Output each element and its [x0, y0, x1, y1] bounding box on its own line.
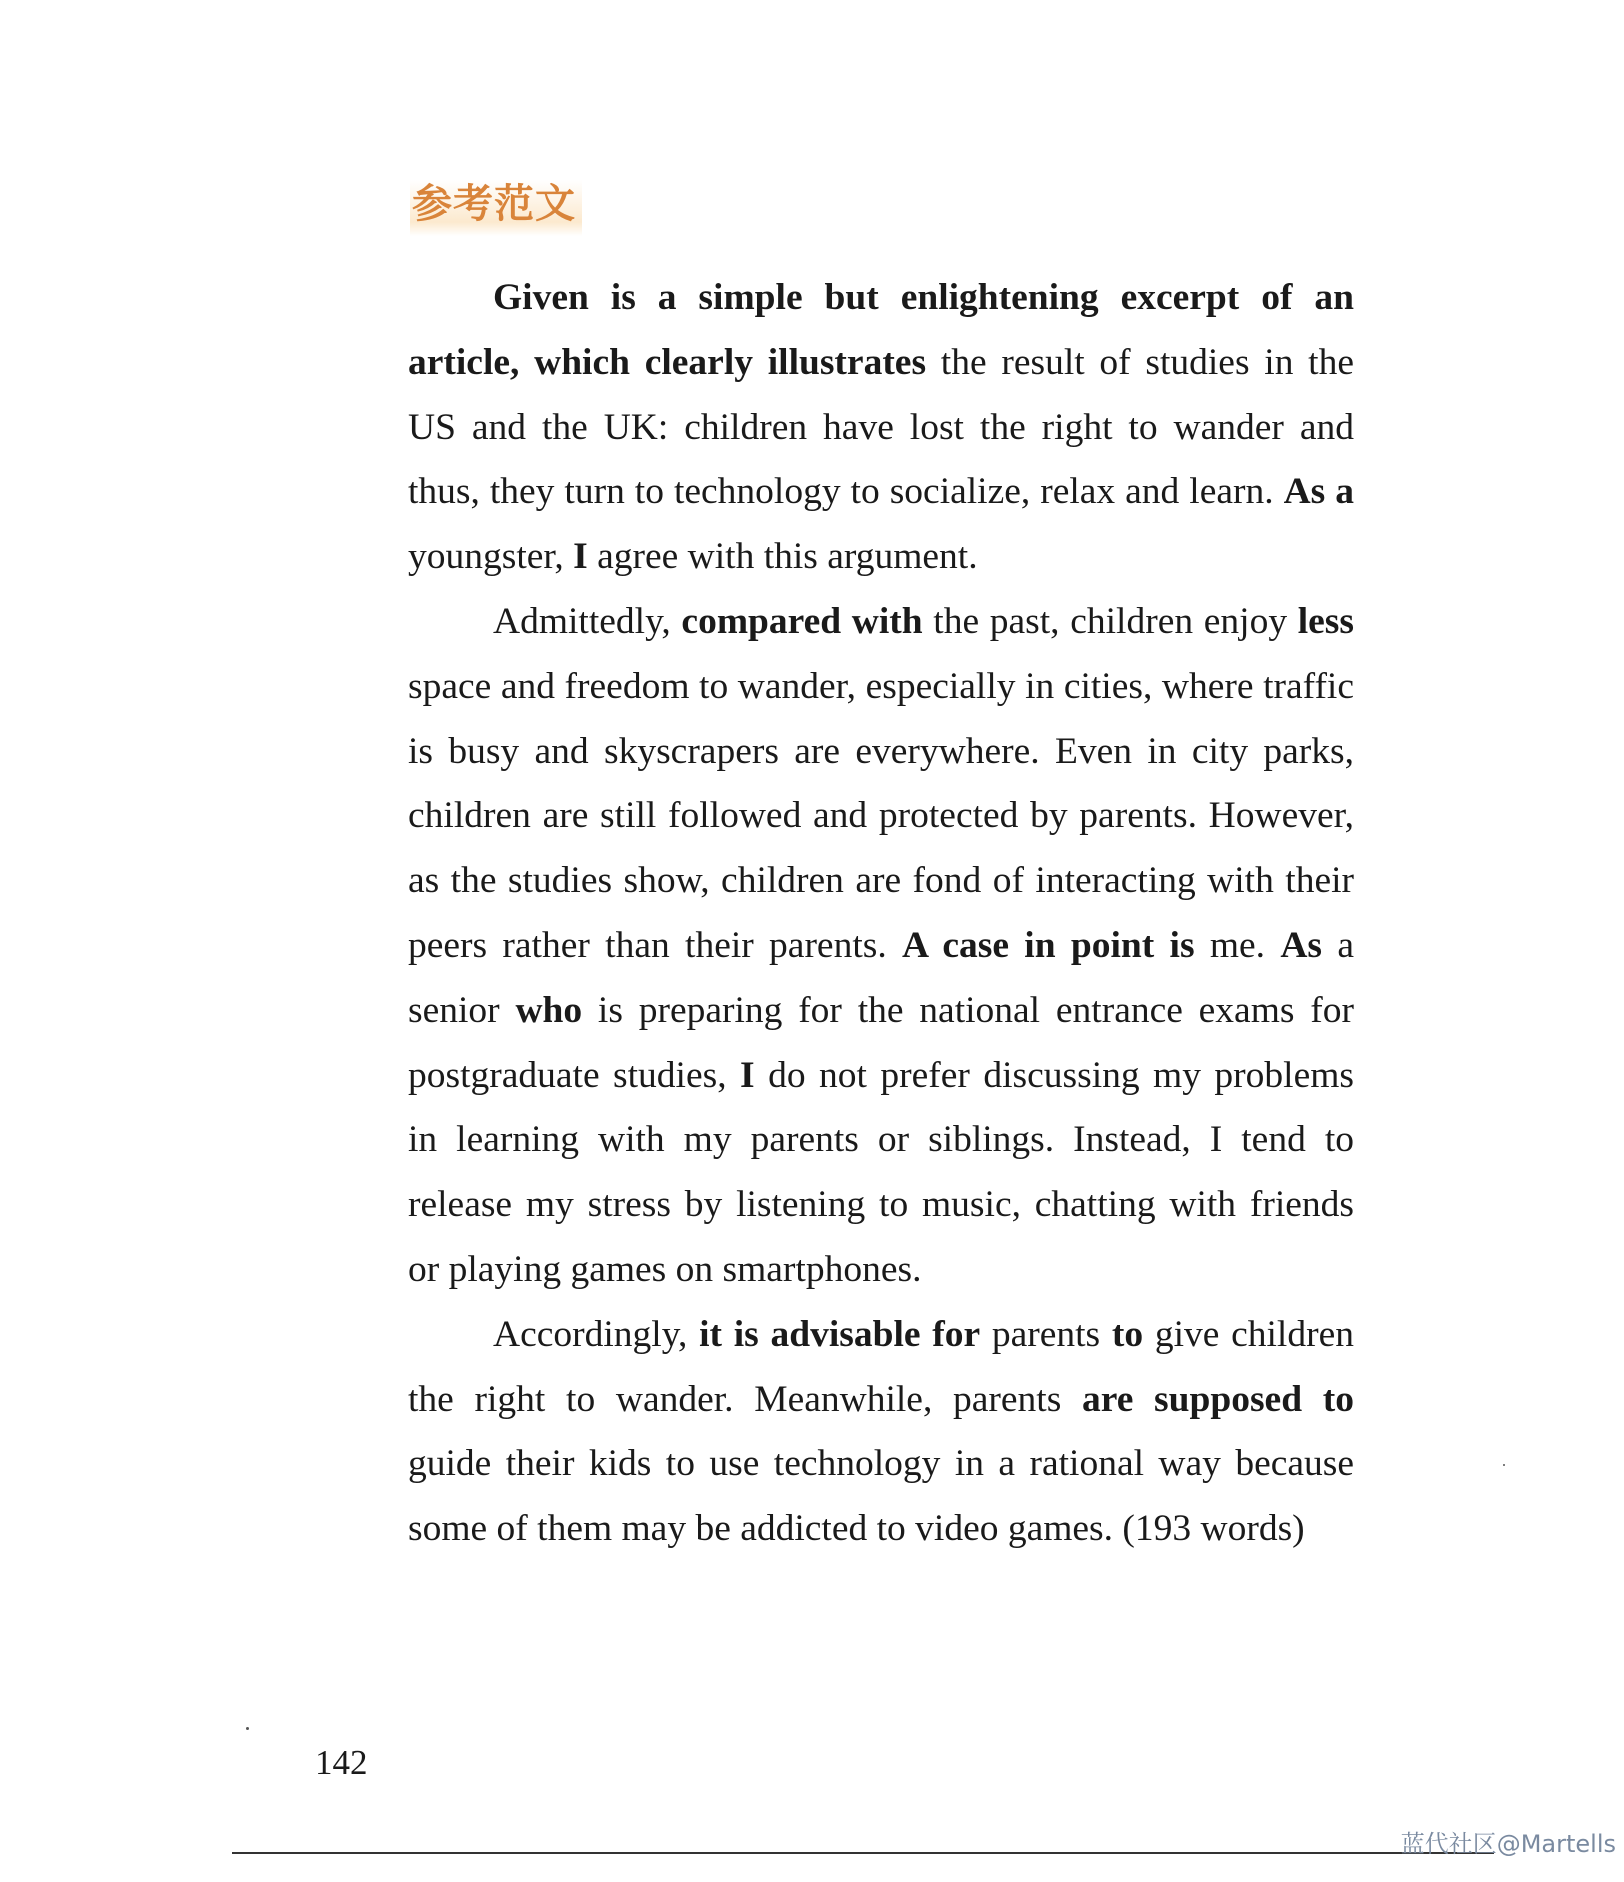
bold-phrase: As a	[1283, 471, 1354, 513]
watermark: 蓝代社区@Martells	[1400, 1830, 1616, 1858]
section-heading: 参考范文	[410, 180, 582, 236]
bottom-rule	[232, 1852, 1494, 1854]
text-run: agree with this argument.	[587, 536, 978, 578]
text-run: youngster,	[408, 536, 574, 578]
essay-paragraph-2	[408, 590, 1354, 1303]
bold-phrase: it is advisable for	[699, 1313, 981, 1355]
bold-phrase: are supposed to	[1082, 1378, 1354, 1420]
text-run: the result of studies in the US and the UK: children have lost the right to wander and thus, they turn to technology to socialize, relax and learn.	[408, 341, 1354, 513]
bold-phrase: As	[1280, 924, 1323, 966]
bold-phrase: I	[740, 1054, 755, 1096]
text-run: give children the right to wander. Meanwhile, parents	[408, 1313, 1354, 1420]
text-run: Admittedly,	[493, 600, 682, 642]
essay-paragraph-1	[408, 266, 1354, 590]
page-number: 142	[315, 1743, 368, 1782]
text-run: the past, children enjoy	[922, 600, 1298, 642]
text-run: space and freedom to wander, especially in cities, where traffic is busy and skyscrapers are everywhere. Even in city parks, children are still followed and protected by parents. However, as the studies show, children are fond of interacting with their peers rather than their parents.	[408, 665, 1354, 966]
bold-phrase: who	[515, 989, 583, 1031]
bold-phrase: Given is a simple but enlightening excerpt of an article, which clearly illustrates	[408, 277, 1354, 383]
bold-phrase: to	[1111, 1313, 1144, 1355]
essay-paragraph-3	[408, 1303, 1354, 1562]
essay-body	[408, 266, 1354, 1562]
text-run: guide their kids to use technology in a rational way because some of them may be addicted to video games. (193 words)	[408, 1443, 1354, 1550]
scan-speck	[1503, 1464, 1505, 1466]
text-run: do not prefer discussing my problems in learning with my parents or siblings. Instead, I tend to release my stress by listening to music, chatting with friends or playing games on smartphones.	[408, 1054, 1354, 1290]
text-run: is preparing for the national entrance exams for postgraduate studies,	[408, 989, 1354, 1096]
bold-phrase: compared with	[681, 600, 923, 642]
bold-phrase: less	[1297, 600, 1354, 642]
text-run: Accordingly,	[493, 1313, 700, 1355]
bold-phrase: I	[573, 536, 588, 578]
text-run: me.	[1194, 924, 1281, 966]
text-run: a senior	[408, 924, 1354, 1031]
scan-speck	[246, 1727, 249, 1730]
text-run: parents	[980, 1313, 1112, 1355]
bold-phrase: A case in point is	[902, 924, 1195, 966]
